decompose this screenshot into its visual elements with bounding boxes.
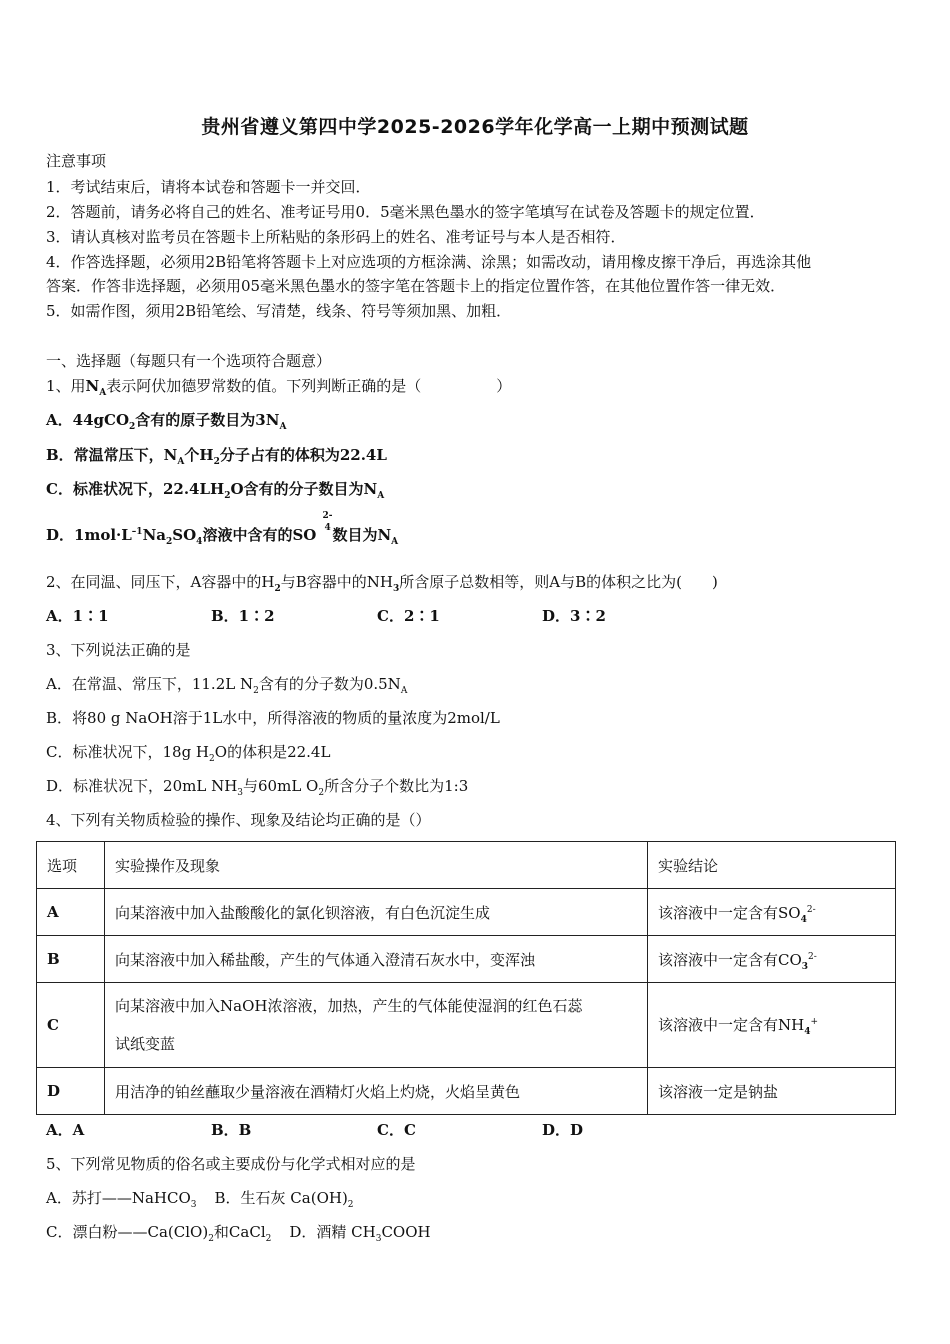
table-row [37,983,896,1068]
row-conclusion: 该溶液中一定含有$SO_4^{2-}$ [648,889,896,936]
question-2-option-b: B．1∶2 [211,607,275,625]
section-heading: 一、选择题（每题只有一个选项符合题意） [46,352,332,370]
question-5-option-d: D．酒精 $CH_3COOH$ [289,1223,431,1244]
question-4-option-b: B．B [211,1121,252,1139]
question-2-option-d: D．3∶2 [542,607,606,625]
question-3-option-a: A．在常温、常压下，11.2L $N_2$含有的分子数为$0.5N_A$ [46,675,408,696]
question-1-stem: 1、用$N_A$表示阿伏加德罗常数的值。下列判断正确的是（ ） [46,377,512,398]
experiment-table [36,841,896,1115]
row-operation: 向某溶液中加入盐酸酸化的氯化钡溶液，有白色沉淀生成 [105,889,648,936]
question-4-option-d: D．D [542,1121,584,1139]
page-title: 贵州省遵义第四中学2025-2026学年化学高一上期中预测试题 [201,116,749,138]
question-1-option-b: B．常温常压下，$N_A$个$H_2$分子占有的体积为22.4L [46,446,387,467]
notice-item-3: 3．请认真核对监考员在答题卡上所粘贴的条形码上的姓名、准考证号与本人是否相符． [46,228,626,246]
question-3-option-b: B．将80 g NaOH溶于1L水中，所得溶液的物质的量浓度为2mol/L [46,709,500,727]
question-4-option-a: A．A [46,1121,85,1139]
table-header-row [37,842,896,889]
question-3-option-c: C．标准状况下，18g $H_2O$的体积是22.4L [46,743,331,764]
notice-heading: 注意事项 [46,152,107,170]
question-1-option-a: A．44gCO$_2$含有的原子数目为$3N_A$ [46,411,287,432]
row-option: B [37,936,105,983]
question-3-stem: 3、下列说法正确的是 [46,641,191,659]
header-option: 选项 [37,842,105,889]
table-row [37,889,896,936]
row-option: C [37,983,105,1068]
row-operation: 向某溶液中加入稀盐酸，产生的气体通入澄清石灰水中，变浑浊 [105,936,648,983]
question-5-option-c: C．漂白粉$——Ca(ClO)_2$和CaCl$_2$ [46,1223,272,1244]
question-2-option-a: A．1∶1 [46,607,109,625]
notice-item-4: 4．作答选择题，必须用2B铅笔将答题卡上对应选项的方框涂满、涂黑；如需改动，请用橡皮擦干净后，再选涂其他 [46,253,812,271]
row-conclusion: 该溶液中一定含有$CO_3^{2-}$ [648,936,896,983]
notice-item-1: 1．考试结束后，请将本试卷和答题卡一并交回． [46,178,371,196]
header-operation: 实验操作及现象 [105,842,648,889]
row-conclusion: 该溶液中一定含有$NH_4^+$ [648,983,896,1068]
row-operation: 向某溶液中加入NaOH浓溶液，加热，产生的气体能使湿润的红色石蕊 试纸变蓝 [105,983,648,1068]
table-row [37,1068,896,1115]
row-option: D [37,1068,105,1115]
row-option: A [37,889,105,936]
notice-item-5: 5．如需作图，须用2B铅笔绘、写清楚，线条、符号等须加黑、加粗． [46,302,512,320]
notice-item-2: 2．答题前，请务必将自己的姓名、准考证号用0．5毫米黑色墨水的签字笔填写在试卷及答题卡的规定位置． [46,203,765,221]
question-4-stem: 4、下列有关物质检验的操作、现象及结论均正确的是（） [46,811,431,829]
question-2-stem: 2、在同温、同压下，A容器中的$H_2$与B容器中的$NH_3$所含原子总数相等，则A与B的体积之比为( ) [46,573,718,594]
notice-item-4-cont: 答案．作答非选择题，必须用05毫米黑色墨水的签字笔在答题卡上的指定位置作答，在其他位置作答一律无效． [46,277,786,295]
question-5-options-cd [46,1222,431,1242]
header-conclusion: 实验结论 [648,842,896,889]
question-5-option-a: A．苏打——NaHCO$_3$ [46,1189,197,1210]
question-5-options-ab [46,1188,354,1208]
question-2-option-c: C．2∶1 [377,607,440,625]
row-conclusion: 该溶液一定是钠盐 [648,1068,896,1115]
table-row [37,936,896,983]
row-operation: 用洁净的铂丝蘸取少量溶液在酒精灯火焰上灼烧，火焰呈黄色 [105,1068,648,1115]
question-3-option-d: D．标准状况下，20mL $NH_3$与60mL $O_2$所含分子个数比为1:3 [46,777,469,798]
question-4-option-c: C．C [377,1121,416,1139]
question-1-option-d: D．$1mol\cdot L^{-1}Na_2SO_4$溶液中含有的 SO 2- 4 数目为$N_A$ [46,511,399,547]
question-1-option-c: C．标准状况下，$22.4LH_2O$含有的分子数目为$N_A$ [46,480,385,501]
question-5-option-b: B．生石灰 $Ca(OH)_2$ [214,1189,354,1210]
sulfate-ion: SO 2- 4 [292,511,333,544]
question-5-stem: 5、下列常见物质的俗名或主要成份与化学式相对应的是 [46,1155,416,1173]
